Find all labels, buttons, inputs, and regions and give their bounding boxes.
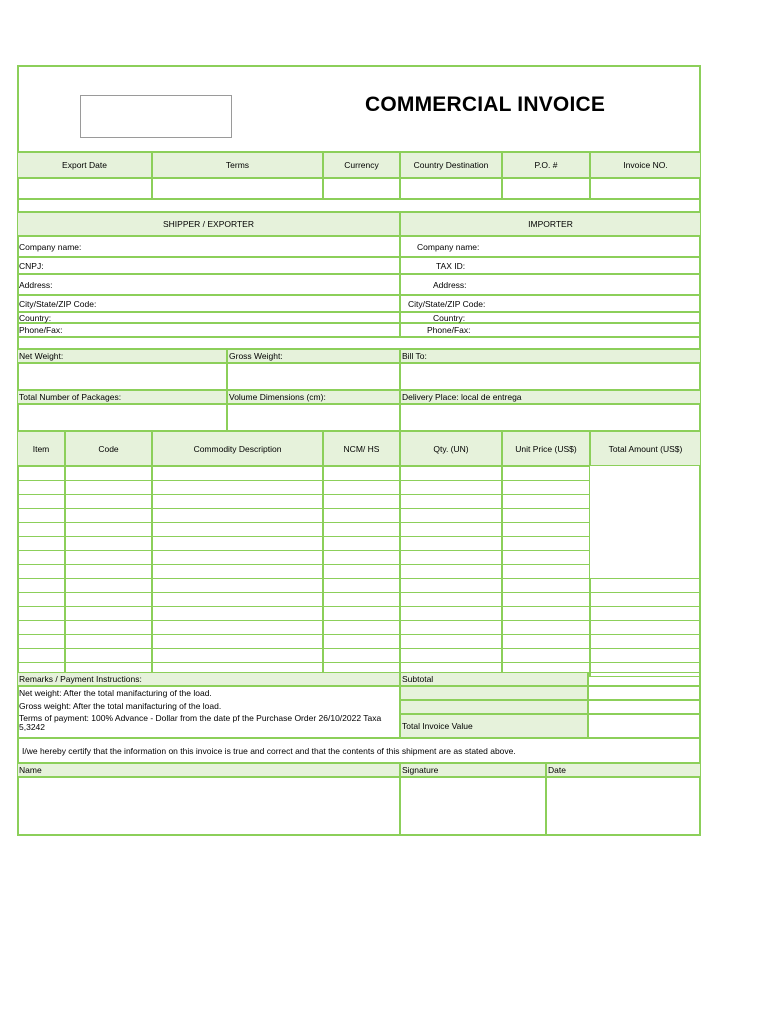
item-cell-code[interactable] xyxy=(65,494,152,509)
item-cell-total-amount[interactable] xyxy=(590,606,701,621)
item-cell-description[interactable] xyxy=(152,620,323,635)
item-cell-unit-price[interactable] xyxy=(502,578,590,593)
item-cell-qty[interactable] xyxy=(400,480,502,495)
item-cell-item[interactable] xyxy=(17,634,65,649)
total-invoice-label: Total Invoice Value xyxy=(400,714,588,738)
item-cell-description[interactable] xyxy=(152,634,323,649)
bill-to-field[interactable] xyxy=(400,363,701,390)
summary-row-2-label xyxy=(400,700,588,714)
packages-label: Total Number of Packages: xyxy=(17,390,227,404)
item-cell-qty[interactable] xyxy=(400,494,502,509)
item-cell-ncm-hs[interactable] xyxy=(323,522,400,537)
item-cell-qty[interactable] xyxy=(400,620,502,635)
shipper-company-name[interactable]: Company name: xyxy=(17,236,400,257)
item-cell-description[interactable] xyxy=(152,648,323,663)
item-cell-item[interactable] xyxy=(17,550,65,565)
delivery-place-label: Delivery Place: local de entrega xyxy=(400,390,701,404)
item-cell-unit-price[interactable] xyxy=(502,592,590,607)
logo-placeholder xyxy=(80,95,232,138)
item-cell-code[interactable] xyxy=(65,634,152,649)
item-cell-unit-price[interactable] xyxy=(502,648,590,663)
item-cell-description[interactable] xyxy=(152,606,323,621)
importer-address[interactable]: Address: xyxy=(400,274,701,295)
item-cell-code[interactable] xyxy=(65,522,152,537)
item-cell-unit-price[interactable] xyxy=(502,550,590,565)
item-cell-total-amount[interactable] xyxy=(590,634,701,649)
item-cell-code[interactable] xyxy=(65,550,152,565)
col-header-unit-price: Unit Price (US$) xyxy=(502,431,590,466)
volume-label: Volume Dimensions (cm): xyxy=(227,390,400,404)
item-cell-ncm-hs[interactable] xyxy=(323,606,400,621)
subtotal-value[interactable] xyxy=(588,672,701,686)
item-cell-item[interactable] xyxy=(17,480,65,495)
item-cell-item[interactable] xyxy=(17,466,65,481)
importer-phone-fax[interactable]: Phone/Fax: xyxy=(400,323,701,337)
item-cell-item[interactable] xyxy=(17,494,65,509)
item-cell-item[interactable] xyxy=(17,508,65,523)
subtotal-label: Subtotal xyxy=(400,672,588,686)
item-cell-code[interactable] xyxy=(65,466,152,481)
remarks-label: Remarks / Payment Instructions: xyxy=(17,672,400,686)
item-cell-ncm-hs[interactable] xyxy=(323,578,400,593)
col-header-ncm-hs: NCM/ HS xyxy=(323,431,400,466)
item-cell-code[interactable] xyxy=(65,480,152,495)
col-header-qty: Qty. (UN) xyxy=(400,431,502,466)
item-cell-qty[interactable] xyxy=(400,648,502,663)
invoice-number-field[interactable] xyxy=(590,178,701,199)
item-cell-qty[interactable] xyxy=(400,634,502,649)
item-cell-description[interactable] xyxy=(152,508,323,523)
item-cell-qty[interactable] xyxy=(400,522,502,537)
item-cell-total-amount[interactable] xyxy=(590,578,701,593)
item-cell-ncm-hs[interactable] xyxy=(323,634,400,649)
gross-weight-field[interactable] xyxy=(227,363,400,390)
delivery-place-field[interactable] xyxy=(400,404,701,431)
importer-city-state-zip[interactable]: City/State/ZIP Code: xyxy=(400,295,701,312)
certification-statement: I/we hereby certify that the information on this invoice is true and correct and that the contents of this shipment are as stated above. xyxy=(17,738,701,763)
item-cell-qty[interactable] xyxy=(400,536,502,551)
export-date-header: Export Date xyxy=(17,152,152,178)
net-weight-label: Net Weight: xyxy=(17,349,227,363)
spacer-row xyxy=(17,199,701,212)
item-cell-item[interactable] xyxy=(17,592,65,607)
shipper-country[interactable]: Country: xyxy=(17,312,400,323)
item-cell-ncm-hs[interactable] xyxy=(323,648,400,663)
packages-field[interactable] xyxy=(17,404,227,431)
item-cell-item[interactable] xyxy=(17,536,65,551)
shipper-header: SHIPPER / EXPORTER xyxy=(17,212,400,236)
item-cell-item[interactable] xyxy=(17,620,65,635)
shipper-phone-fax[interactable]: Phone/Fax: xyxy=(17,323,400,337)
item-cell-description[interactable] xyxy=(152,536,323,551)
item-cell-code[interactable] xyxy=(65,620,152,635)
remarks-gross-weight: Gross weight: After the total manifacturing of the load. xyxy=(19,701,222,711)
importer-country[interactable]: Country: xyxy=(400,312,701,323)
item-cell-code[interactable] xyxy=(65,508,152,523)
col-header-total-amount: Total Amount (US$) xyxy=(590,431,701,466)
summary-row-1-label xyxy=(400,686,588,700)
date-field[interactable] xyxy=(546,777,701,835)
po-number-header: P.O. # xyxy=(502,152,590,178)
item-cell-item[interactable] xyxy=(17,648,65,663)
item-cell-code[interactable] xyxy=(65,592,152,607)
item-cell-qty[interactable] xyxy=(400,606,502,621)
col-header-code: Code xyxy=(65,431,152,466)
item-cell-item[interactable] xyxy=(17,606,65,621)
item-cell-qty[interactable] xyxy=(400,508,502,523)
signature-field[interactable] xyxy=(400,777,546,835)
item-cell-total-amount[interactable] xyxy=(590,648,701,663)
item-cell-description[interactable] xyxy=(152,494,323,509)
item-cell-ncm-hs[interactable] xyxy=(323,564,400,579)
item-cell-description[interactable] xyxy=(152,480,323,495)
item-cell-unit-price[interactable] xyxy=(502,606,590,621)
item-cell-qty[interactable] xyxy=(400,550,502,565)
item-cell-description[interactable] xyxy=(152,550,323,565)
item-cell-unit-price[interactable] xyxy=(502,634,590,649)
country-destination-field[interactable] xyxy=(400,178,502,199)
signature-label: Signature xyxy=(400,763,546,777)
item-cell-unit-price[interactable] xyxy=(502,508,590,523)
gross-weight-label: Gross Weight: xyxy=(227,349,400,363)
name-label: Name xyxy=(17,763,400,777)
item-cell-qty[interactable] xyxy=(400,466,502,481)
item-cell-ncm-hs[interactable] xyxy=(323,550,400,565)
item-cell-description[interactable] xyxy=(152,592,323,607)
remarks-payment-terms: Terms of payment: 100% Advance - Dollar from the date pf the Purchase Order 26/10/2022 Taxa 5,3242 xyxy=(19,713,382,732)
item-cell-ncm-hs[interactable] xyxy=(323,480,400,495)
shipper-city-state-zip[interactable]: City/State/ZIP Code: xyxy=(17,295,400,312)
item-cell-total-amount[interactable] xyxy=(590,592,701,607)
item-cell-unit-price[interactable] xyxy=(502,564,590,579)
item-cell-description[interactable] xyxy=(152,564,323,579)
shipper-cnpj[interactable]: CNPJ: xyxy=(17,257,400,274)
item-cell-code[interactable] xyxy=(65,606,152,621)
item-cell-unit-price[interactable] xyxy=(502,536,590,551)
importer-company-name[interactable]: Company name: xyxy=(400,236,701,257)
po-number-field[interactable] xyxy=(502,178,590,199)
item-cell-ncm-hs[interactable] xyxy=(323,536,400,551)
item-cell-unit-price[interactable] xyxy=(502,522,590,537)
item-cell-qty[interactable] xyxy=(400,578,502,593)
terms-field[interactable] xyxy=(152,178,323,199)
item-cell-ncm-hs[interactable] xyxy=(323,592,400,607)
item-cell-ncm-hs[interactable] xyxy=(323,620,400,635)
item-cell-qty[interactable] xyxy=(400,564,502,579)
export-date-field[interactable] xyxy=(17,178,152,199)
item-cell-unit-price[interactable] xyxy=(502,494,590,509)
invoice-number-header: Invoice NO. xyxy=(590,152,701,178)
currency-field[interactable] xyxy=(323,178,400,199)
summary-row-2-value[interactable] xyxy=(588,700,701,714)
summary-row-1-value[interactable] xyxy=(588,686,701,700)
total-invoice-value[interactable] xyxy=(588,714,701,738)
importer-tax-id[interactable]: TAX ID: xyxy=(400,257,701,274)
item-cell-ncm-hs[interactable] xyxy=(323,494,400,509)
item-cell-item[interactable] xyxy=(17,578,65,593)
item-cell-description[interactable] xyxy=(152,522,323,537)
country-destination-header: Country Destination xyxy=(400,152,502,178)
item-cell-code[interactable] xyxy=(65,564,152,579)
remarks-net-weight: Net weight: After the total manifacturing of the load. xyxy=(19,688,212,698)
item-cell-qty[interactable] xyxy=(400,592,502,607)
terms-header: Terms xyxy=(152,152,323,178)
volume-field[interactable] xyxy=(227,404,400,431)
item-cell-description[interactable] xyxy=(152,466,323,481)
item-cell-ncm-hs[interactable] xyxy=(323,508,400,523)
item-cell-code[interactable] xyxy=(65,536,152,551)
item-cell-unit-price[interactable] xyxy=(502,466,590,481)
name-field[interactable] xyxy=(17,777,400,835)
item-cell-unit-price[interactable] xyxy=(502,620,590,635)
shipper-address[interactable]: Address: xyxy=(17,274,400,295)
item-cell-description[interactable] xyxy=(152,578,323,593)
item-cell-code[interactable] xyxy=(65,578,152,593)
importer-header: IMPORTER xyxy=(400,212,701,236)
net-weight-field[interactable] xyxy=(17,363,227,390)
item-cell-unit-price[interactable] xyxy=(502,480,590,495)
col-header-description: Commodity Description xyxy=(152,431,323,466)
item-cell-total-amount[interactable] xyxy=(590,620,701,635)
item-cell-ncm-hs[interactable] xyxy=(323,466,400,481)
bill-to-label: Bill To: xyxy=(400,349,701,363)
page-title: COMMERCIAL INVOICE xyxy=(365,93,606,116)
item-cell-item[interactable] xyxy=(17,564,65,579)
col-header-item: Item xyxy=(17,431,65,466)
party-spacer-row xyxy=(17,337,701,349)
item-cell-code[interactable] xyxy=(65,648,152,663)
currency-header: Currency xyxy=(323,152,400,178)
item-cell-item[interactable] xyxy=(17,522,65,537)
date-label: Date xyxy=(546,763,701,777)
